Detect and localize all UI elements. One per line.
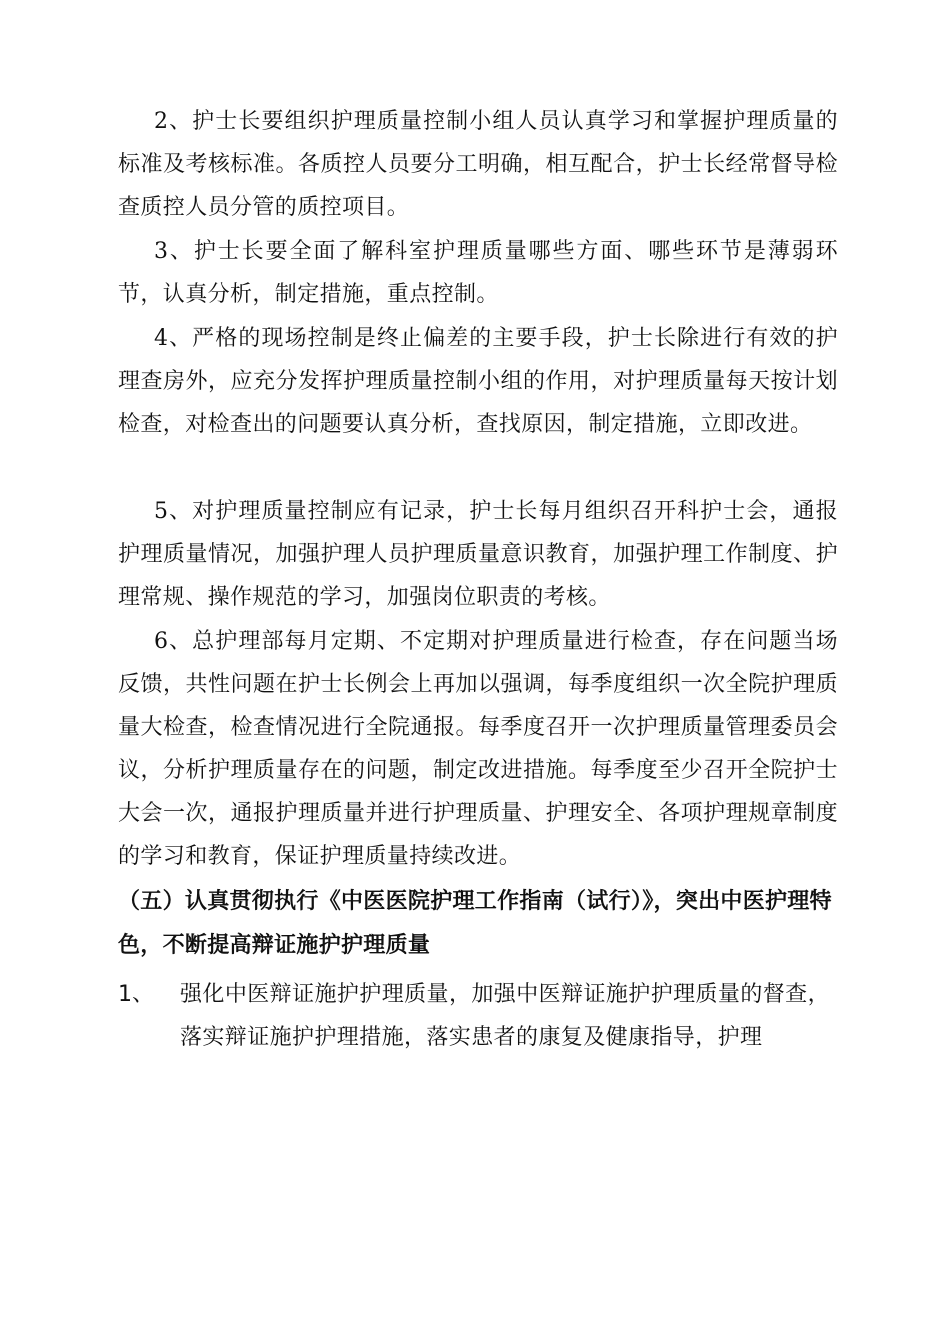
paragraph-5: 5、对护理质量控制应有记录，护士长每月组织召开科护士会，通报护理质量情况，加强护理人员护理质量意识教育，加强护理工作制度、护理常规、操作规范的学习，加强岗位职责的考核。: [118, 499, 838, 610]
paragraph-6: 6、总护理部每月定期、不定期对护理质量进行检查，存在问题当场反馈，共性问题在护士长例会上再加以强调，每季度组织一次全院护理质量大检查，检查情况进行全院通报。每季度召开一次护理质量管理委员会议，分析护理质量存在的问题，制定改进措施。每季度至少召开全院护士大会一次，通报护理质量并进行护理质量、护理安全、各项护理规章制度的学习和教育，保证护理质量持续改进。: [118, 629, 838, 869]
section-heading: （五）认真贯彻执行《中医医院护理工作指南（试行）》，突出中医护理特色，不断提高辩证施护护理质量: [118, 889, 832, 958]
paragraph-4: 4、严格的现场控制是终止偏差的主要手段，护士长除进行有效的护理查房外，应充分发挥护理质量控制小组的作用，对护理质量每天按计划检查，对检查出的问题要认真分析，查找原因，制定措施，立即改进。: [118, 326, 838, 437]
list-item-number: 1、: [118, 982, 154, 1007]
paragraph-2: 2、护士长要组织护理质量控制小组人员认真学习和掌握护理质量的标准及考核标准。各质控人员要分工明确，相互配合，护士长经常督导检查质控人员分管的质控项目。: [118, 109, 838, 220]
paragraph-3: 3、护士长要全面了解科室护理质量哪些方面、哪些环节是薄弱环节，认真分析，制定措施，重点控制。: [118, 239, 838, 307]
list-item-text: 强化中医辩证施护护理质量，加强中医辩证施护护理质量的督查，落实辩证施护护理措施，落实患者的康复及健康指导，护理: [180, 982, 830, 1050]
